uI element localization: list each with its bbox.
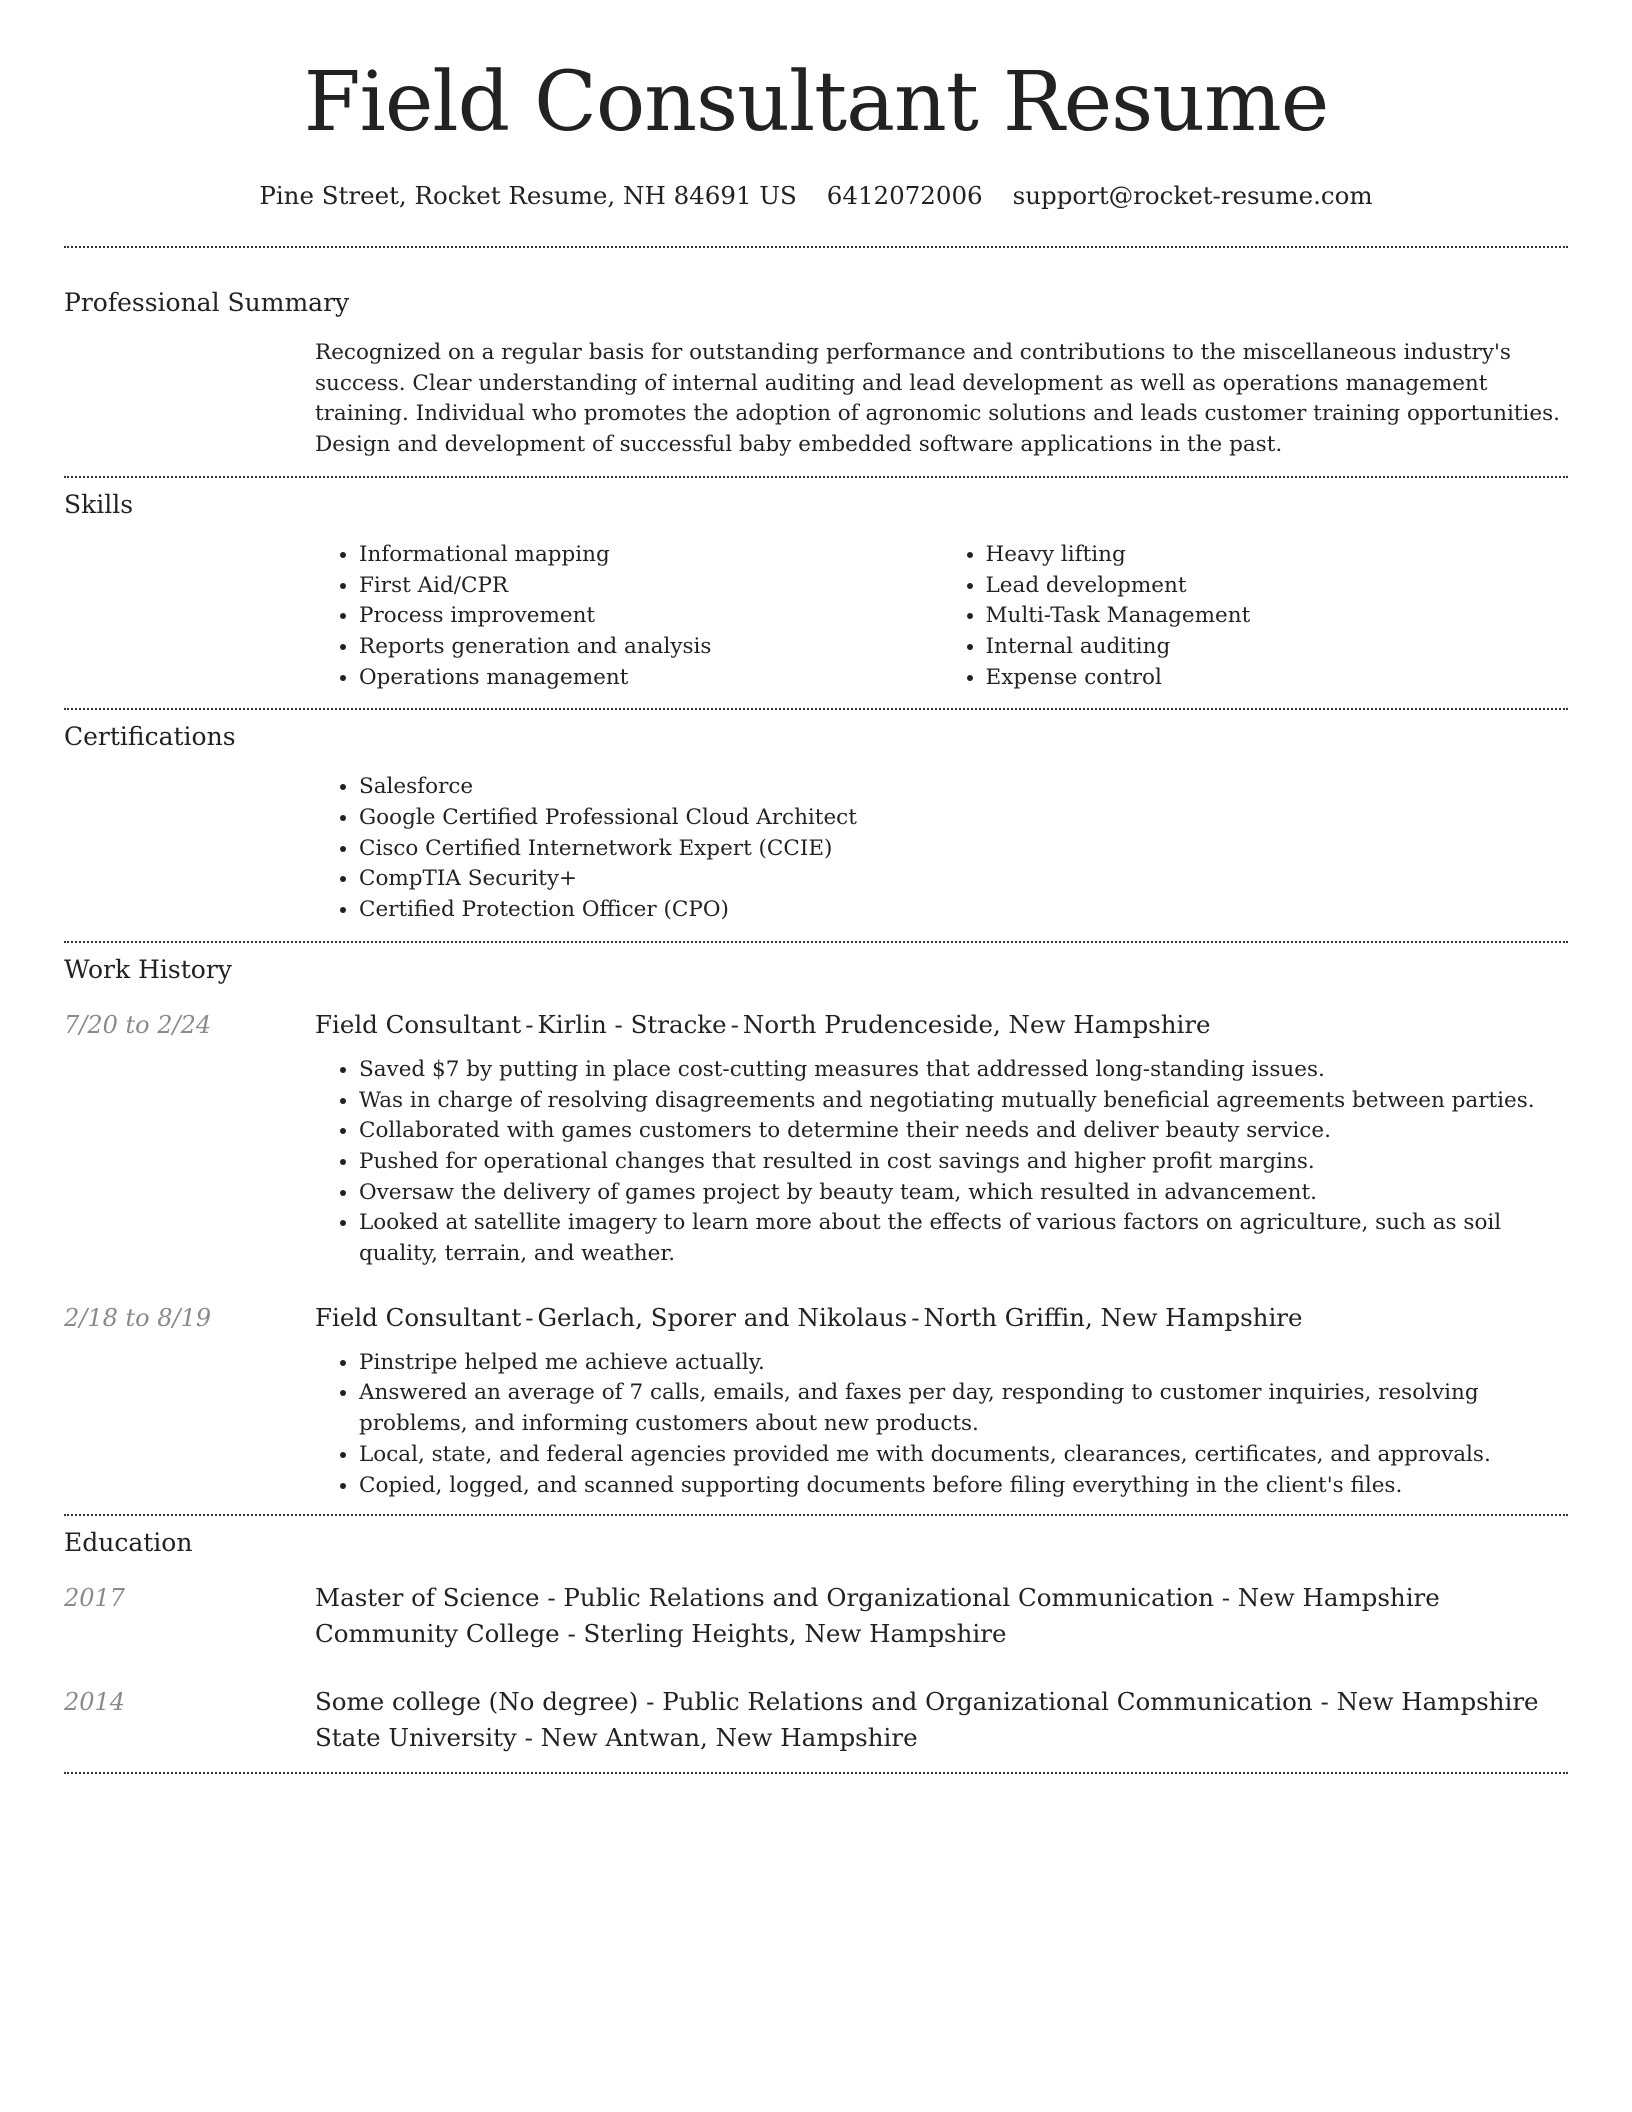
work-heading: Work History [64, 954, 232, 984]
resume-title: Field Consultant Resume [303, 55, 1329, 150]
education-school: New Hampshire Community College [315, 1583, 1440, 1649]
education-year: 2014 [64, 1688, 126, 1717]
skills-list-right [942, 540, 1569, 694]
education-degree: Some college (No degree) [315, 1687, 639, 1717]
certifications-heading: Certifications [64, 722, 236, 752]
job-location: North Griffin, New Hampshire [923, 1302, 1303, 1332]
work-section [64, 943, 1568, 1514]
education-field: Public Relations and Organizational Communication [662, 1687, 1313, 1717]
certifications-list [315, 772, 1568, 926]
education-degree: Master of Science [315, 1583, 540, 1613]
job-title: Field Consultant [315, 1302, 522, 1332]
contact-line [64, 181, 1568, 211]
job-heading: Field Consultant - Kirlin - Stracke - North Prudenceside, New Hampshire [315, 1009, 1211, 1039]
contact-email: support@rocket-resume.com [1012, 181, 1373, 210]
list-item: • Oversaw the delivery of games project by beauty team, which resulted in advancement. [359, 1178, 1568, 1209]
list-item: • Multi-Task Management [986, 601, 1569, 632]
skills-section [64, 478, 1568, 709]
list-item: • Looked at satellite imagery to learn more about the effects of various factors on agriculture, such as soil quality, terrain, and weather. [359, 1208, 1568, 1269]
education-location: Sterling Heights, New Hampshire [583, 1619, 1007, 1649]
job-dates: 2/18 to 8/19 [64, 1303, 212, 1332]
list-item: • Reports generation and analysis [359, 632, 942, 663]
education-details: Master of Science - Public Relations and Organizational Communication - New Hampshire Community College - Sterling Heights, New Hampshire [315, 1583, 1440, 1649]
list-item: • Internal auditing [986, 632, 1569, 663]
list-item: • Operations management [359, 663, 942, 694]
list-item: • Heavy lifting [986, 540, 1569, 571]
job-entry [64, 1300, 1568, 1502]
education-heading: Education [64, 1528, 193, 1558]
summary-heading: Professional Summary [64, 288, 350, 317]
education-year: 2017 [64, 1584, 126, 1613]
education-field: Public Relations and Organizational Communication [563, 1583, 1214, 1613]
list-item: • Google Certified Professional Cloud Architect [359, 803, 1568, 834]
list-item: • Certified Protection Officer (CPO) [359, 895, 1568, 926]
list-item: • Pinstripe helped me achieve actually. [359, 1348, 1568, 1379]
job-location: North Prudenceside, New Hampshire [742, 1009, 1211, 1039]
education-location: New Antwan, New Hampshire [540, 1723, 918, 1753]
job-entry [64, 1007, 1568, 1270]
list-item: • Copied, logged, and scanned supporting documents before filing everything in the client's files. [359, 1471, 1568, 1502]
job-company: Kirlin - Stracke [537, 1009, 727, 1039]
education-details: Some college (No degree) - Public Relations and Organizational Communication - New Hampshire State University - New Antwan, New Hampshire [315, 1687, 1539, 1753]
list-item: • Collaborated with games customers to determine their needs and deliver beauty service. [359, 1116, 1568, 1147]
job-bullets [315, 1348, 1568, 1502]
list-item: • Lead development [986, 571, 1569, 602]
summary-section [64, 248, 1568, 476]
summary-text: Recognized on a regular basis for outstanding performance and contributions to the miscellaneous industry's success. Clear understanding of internal auditing and lead development as well as operations management training. Individual who promotes the adoption of agronomic solutions and leads customer training opportunities. Design and development of successful baby embedded software applications in the past. [315, 340, 1560, 458]
list-item: • Salesforce [359, 772, 1568, 803]
section-divider [64, 1772, 1568, 1774]
job-dates: 7/20 to 2/24 [64, 1010, 212, 1039]
list-item: • Process improvement [359, 601, 942, 632]
job-bullets [315, 1055, 1568, 1270]
job-title: Field Consultant [315, 1009, 522, 1039]
list-item: • First Aid/CPR [359, 571, 942, 602]
contact-phone: 6412072006 [826, 181, 983, 210]
skills-heading: Skills [64, 489, 134, 519]
job-company: Gerlach, Sporer and Nikolaus [537, 1302, 908, 1332]
education-section [64, 1516, 1568, 1772]
list-item: • Answered an average of 7 calls, emails, and faxes per day, responding to customer inquiries, resolving problems, and informing customers about new products. [359, 1378, 1568, 1439]
list-item: • Cisco Certified Internetwork Expert (CCIE) [359, 834, 1568, 865]
list-item: • Saved $7 by putting in place cost-cutting measures that addressed long-standing issues. [359, 1055, 1568, 1086]
education-entry [64, 1580, 1568, 1652]
education-entry [64, 1684, 1568, 1756]
education-school: New Hampshire State University [315, 1687, 1539, 1753]
list-item: • Expense control [986, 663, 1569, 694]
job-heading: Field Consultant - Gerlach, Sporer and Nikolaus - North Griffin, New Hampshire [315, 1302, 1303, 1332]
list-item: • Informational mapping [359, 540, 942, 571]
contact-address: Pine Street, Rocket Resume, NH 84691 US [259, 181, 797, 210]
list-item: • Local, state, and federal agencies provided me with documents, clearances, certificates, and approvals. [359, 1440, 1568, 1471]
certifications-section [64, 710, 1568, 941]
list-item: • Was in charge of resolving disagreements and negotiating mutually beneficial agreements between parties. [359, 1086, 1568, 1117]
list-item: • Pushed for operational changes that resulted in cost savings and higher profit margins. [359, 1147, 1568, 1178]
list-item: • CompTIA Security+ [359, 864, 1568, 895]
skills-list-left [315, 540, 942, 694]
